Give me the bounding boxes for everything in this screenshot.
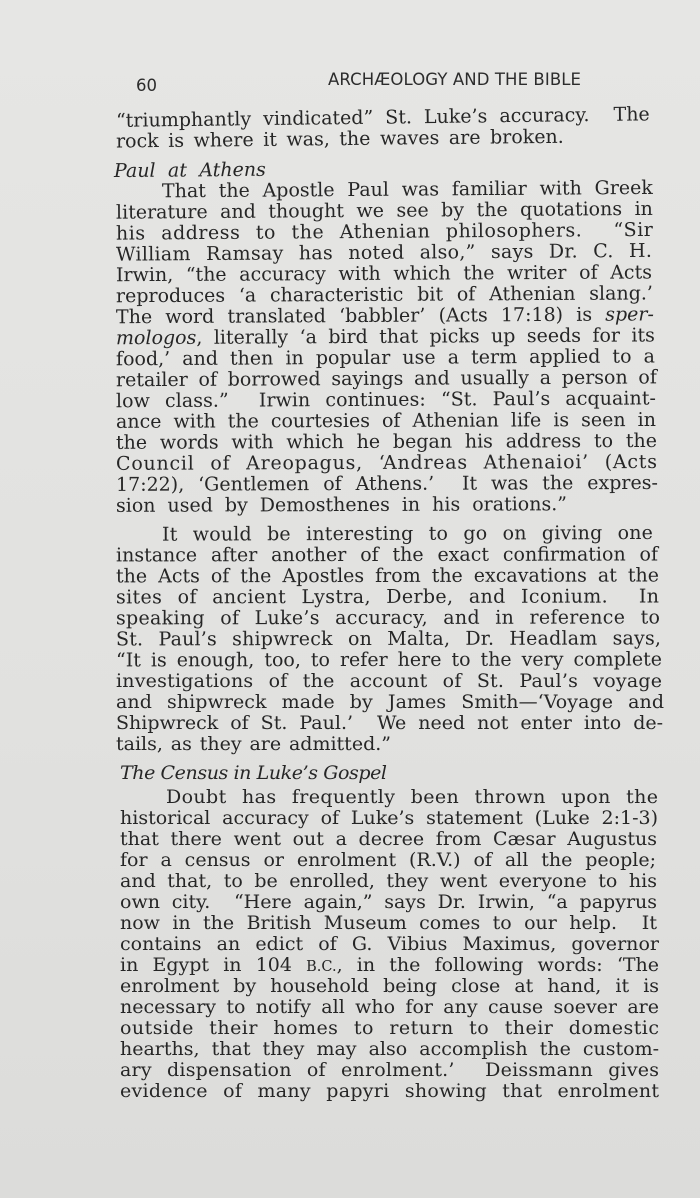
line-text: food,’ and then in popular use a term applied to a xyxy=(115,345,655,371)
text-line xyxy=(0,494,700,517)
line-text: rock is where it was, the waves are broken. xyxy=(115,125,564,153)
text-line xyxy=(0,607,700,629)
text-line xyxy=(0,976,700,997)
line-text: reproduces ‘a characteristic bit of Athenian slang.’ xyxy=(115,282,653,308)
text-line xyxy=(0,713,700,734)
section-heading xyxy=(0,763,700,784)
line-text: sion used by Demosthenes in his orations.” xyxy=(115,493,567,517)
line-text: and shipwreck made by James Smith—‘Voyage and xyxy=(116,691,665,713)
line-text: ance with the courtesies of Athenian life is seen in xyxy=(115,408,656,433)
text-line xyxy=(0,1081,700,1102)
line-text: 17:22), ‘Gentlemen of Athens.’ It was the expres- xyxy=(115,471,658,496)
line-text: Council of Areopagus, ‘Andreas Athenaioi’ (Acts xyxy=(115,450,658,475)
running-head: ARCHÆOLOGY AND THE BIBLE xyxy=(328,70,582,89)
line-text: It would be interesting to go on giving one xyxy=(161,521,654,546)
heading-text: Paul at Athens xyxy=(113,158,266,183)
line-text: for a census or enrolment (R.V.) of all the people; xyxy=(120,849,656,871)
line-text-part: in Egypt in 104 xyxy=(120,954,307,976)
page-number: 60 xyxy=(136,76,157,95)
text-line xyxy=(0,1039,700,1060)
line-text: ary dispensation of enrolment.’ Deissmann gives xyxy=(120,1059,660,1081)
text-line xyxy=(0,473,700,496)
line-text: contains an edict of G. Vibius Maximus, governor xyxy=(120,933,660,955)
line-text: That the Apostle Paul was familiar with Greek xyxy=(161,176,653,203)
text-line xyxy=(0,850,700,871)
line-text: and that, to be enrolled, they went everyone to his xyxy=(120,870,657,892)
line-text: evidence of many papyri showing that enrolment xyxy=(120,1080,660,1102)
line-text-part: , literally ‘a bird that picks up seeds for its xyxy=(196,324,655,349)
line-text: “triumphantly vindicated” St. Luke’s accuracy. The xyxy=(115,103,650,132)
line-text: necessary to notify all who for any cause soever are xyxy=(120,996,660,1018)
line-text: own city. “Here again,” says Dr. Irwin, “a papyrus xyxy=(120,891,658,913)
line-text: tails, as they are admitted.” xyxy=(116,733,391,755)
text-line xyxy=(0,829,700,850)
line-text: enrolment by household being close at hand, it is xyxy=(120,975,660,997)
text-line xyxy=(0,892,700,913)
text-line xyxy=(0,934,700,955)
text-line xyxy=(0,734,700,755)
text-line xyxy=(0,1018,700,1039)
line-text: literature and thought we see by the quotations in xyxy=(115,197,653,224)
text-line xyxy=(0,955,700,976)
line-text: Irwin, “the accuracy with which the writer of Acts xyxy=(115,261,652,287)
text-line xyxy=(0,871,700,892)
page-header xyxy=(0,68,700,94)
line-text: the words with which he began his address to the xyxy=(115,429,657,454)
line-text: retailer of borrowed sayings and usually a person of xyxy=(115,366,657,392)
line-text-part: The word translated ‘babbler’ (Acts 17:18) is xyxy=(115,303,606,329)
text-line xyxy=(0,671,700,692)
text-line xyxy=(0,692,700,713)
line-text: hearths, that they may also accomplish the custom- xyxy=(120,1038,660,1060)
line-text: the Acts of the Apostles from the excavations at the xyxy=(115,564,659,588)
text-line xyxy=(0,787,700,808)
line-text: sites of ancient Lystra, Derbe, and Iconium. In xyxy=(115,585,660,609)
line-text: St. Paul’s shipwreck on Malta, Dr. Headlam says, xyxy=(115,627,662,651)
line-text: investigations of the account of St. Paul’s voyage xyxy=(116,670,663,692)
line-text: speaking of Luke’s accuracy, and in reference to xyxy=(115,606,661,630)
heading-text: The Census in Luke’s Gospel xyxy=(120,762,387,784)
small-caps-era: B.C. xyxy=(306,959,337,975)
line-text: now in the British Museum comes to our help. It xyxy=(120,912,657,934)
text-line xyxy=(0,628,700,650)
line-text: outside their homes to return to their domestic xyxy=(120,1017,660,1039)
text-line xyxy=(0,544,700,566)
text-line xyxy=(0,1060,700,1081)
line-text-part: , in the following words: ‘The xyxy=(336,954,660,976)
text-line xyxy=(0,808,700,829)
line-text: Shipwreck of St. Paul.’ We need not enter into de- xyxy=(116,712,664,734)
line-text: instance after another of the exact confirmation of xyxy=(115,543,659,567)
line-text: his address to the Athenian philosophers. “Sir xyxy=(115,218,654,245)
text-line xyxy=(0,997,700,1018)
line-text: low class.” Irwin continues: “St. Paul’s acquaint- xyxy=(115,387,657,413)
text-line xyxy=(0,586,700,608)
text-line xyxy=(0,913,700,934)
text-line xyxy=(0,649,700,671)
line-text: Doubt has frequently been thrown upon the xyxy=(166,786,659,808)
text-line xyxy=(0,565,700,587)
line-text: William Ramsay has noted also,” says Dr. C. H. xyxy=(115,239,653,266)
line-text: “It is enough, too, to refer here to the very complete xyxy=(115,648,662,672)
line-text: that there went out a decree from Cæsar Augustus xyxy=(120,828,657,850)
italic-word: sper- xyxy=(605,303,654,326)
italic-word: mologos xyxy=(115,326,197,350)
line-text: historical accuracy of Luke’s statement (Luke 2:1-3) xyxy=(120,807,659,829)
